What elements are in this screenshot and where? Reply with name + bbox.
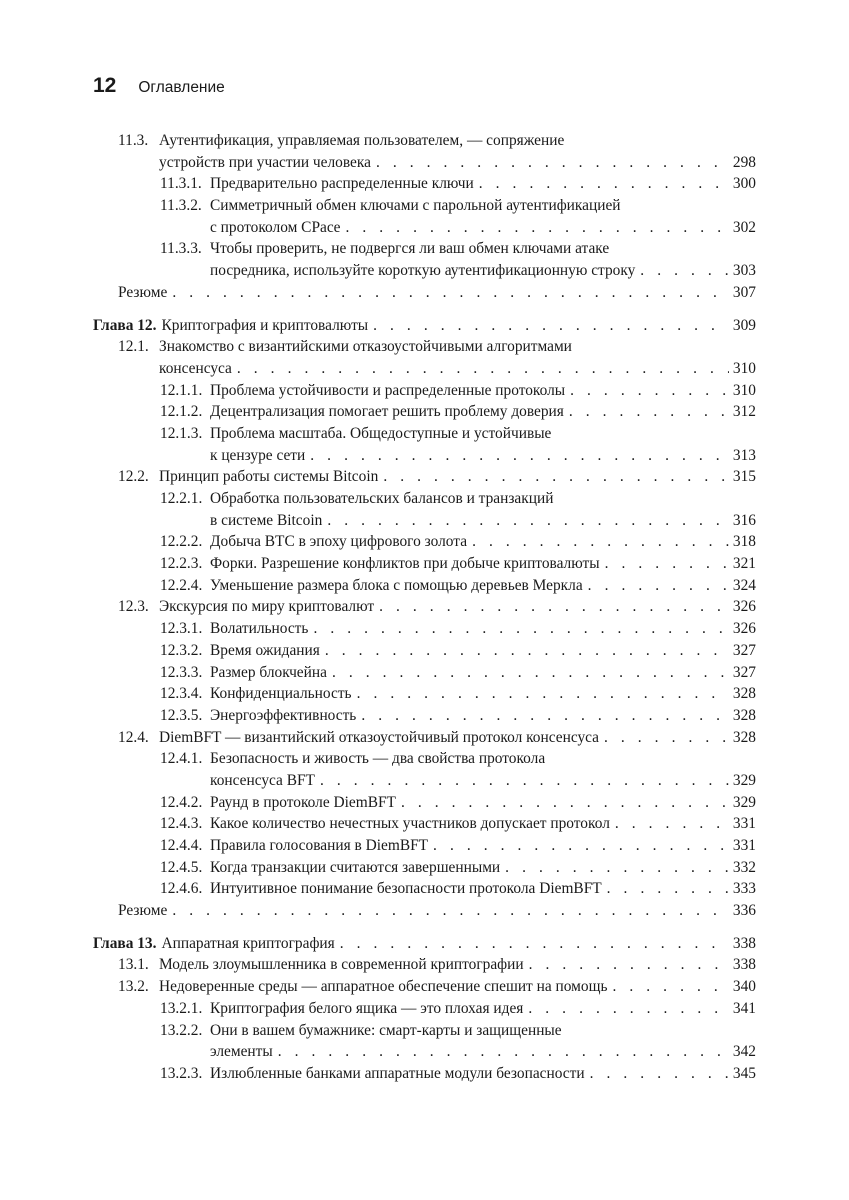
dot-leader: [325, 640, 729, 662]
toc-entry[interactable]: [93, 488, 756, 531]
toc-entry-title: Безопасность и живость — два свойства протокола: [210, 750, 546, 768]
dot-leader: [172, 282, 729, 304]
dot-leader: [529, 954, 729, 976]
toc-entry[interactable]: [93, 336, 756, 379]
dot-leader: [373, 315, 729, 337]
toc-page-number: 328: [732, 685, 756, 703]
toc-entry-number: 12.2.: [118, 468, 149, 486]
toc-entry[interactable]: [93, 683, 756, 705]
toc-entry-title: Обработка пользовательских балансов и транзакций: [210, 490, 554, 507]
toc-entry-number: 12.3.: [118, 598, 149, 616]
toc-entry-title: Криптография белого ящика — это плохая идея: [210, 999, 524, 1017]
toc-page-number: 328: [732, 728, 756, 746]
toc-page-number: 345: [732, 1064, 756, 1082]
dot-leader: [433, 835, 729, 857]
dot-leader: [528, 998, 729, 1020]
table-of-contents: [93, 130, 756, 1085]
toc-entry-number: 11.3.2.: [160, 197, 202, 215]
toc-entry-title: Экскурсия по миру криптовалют: [159, 598, 375, 616]
toc-entry-title: Аппаратная криптография: [161, 934, 335, 952]
toc-entry-number: 12.3.2.: [160, 641, 203, 659]
toc-entry[interactable]: [93, 618, 756, 640]
toc-entry[interactable]: [93, 401, 756, 423]
toc-entry-number: 13.2.1.: [160, 999, 203, 1017]
toc-entry-title: элементы: [210, 1043, 273, 1061]
toc-page-number: 338: [732, 934, 756, 952]
toc-entry-number: 11.3.1.: [160, 175, 202, 193]
toc-entry-title: Добыча BTC в эпоху цифрового золота: [210, 533, 468, 551]
toc-entry-title: Размер блокчейна: [210, 663, 327, 681]
toc-entry[interactable]: [93, 282, 756, 304]
toc-entry-number: 13.2.2.: [160, 1021, 203, 1039]
toc-entry-title: Чтобы проверить, не подвергся ли ваш обмен ключами атаке: [210, 240, 610, 258]
toc-page-number: 309: [732, 316, 756, 334]
toc-entry-number: 11.3.3.: [160, 240, 202, 258]
toc-entry[interactable]: [93, 705, 756, 727]
dot-leader: [588, 575, 729, 597]
toc-entry-title: устройств при участии человека: [159, 153, 371, 171]
toc-entry-number: 12.3.1.: [160, 620, 203, 638]
toc-entry-title: Знакомство с византийскими отказоустойчивыми алгоритмами: [159, 338, 572, 356]
toc-entry-number: 13.2.: [118, 978, 149, 996]
toc-entry-title: Недоверенные среды — аппаратное обеспечение спешит на помощь: [159, 978, 608, 996]
toc-page-number: 326: [732, 620, 756, 638]
toc-page-number: 310: [732, 381, 756, 399]
toc-entry-number: 11.3.: [118, 132, 149, 149]
dot-leader: [357, 683, 729, 705]
toc-entry[interactable]: [93, 900, 756, 922]
toc-entry-number: 12.4.1.: [160, 750, 203, 768]
toc-entry[interactable]: [93, 878, 756, 900]
dot-leader: [615, 813, 729, 835]
toc-entry[interactable]: [93, 662, 756, 684]
toc-page-number: 327: [732, 641, 756, 659]
toc-page-number: 315: [732, 468, 756, 486]
toc-entry[interactable]: [93, 954, 756, 976]
dot-leader: [472, 531, 729, 553]
toc-page-number: 331: [732, 837, 756, 854]
toc-page-number: 329: [732, 793, 756, 811]
dot-leader: [172, 900, 729, 922]
toc-page-number: 327: [732, 663, 756, 681]
toc-chapter[interactable]: [93, 315, 756, 337]
page-header: [93, 74, 225, 98]
toc-entry-title: DiemBFT — византийский отказоустойчивый протокол консенсуса: [159, 728, 599, 746]
toc-entry-number: 12.4.6.: [160, 880, 203, 898]
toc-entry-title: с протоколом CPace: [210, 218, 341, 236]
toc-page-number: 331: [732, 815, 756, 833]
toc-entry-title: Резюме: [118, 283, 168, 301]
toc-entry-title: Проблема устойчивости и распределенные протоколы: [210, 381, 566, 399]
toc-page-number: 328: [732, 706, 756, 724]
dot-leader: [383, 466, 729, 488]
toc-entry[interactable]: [93, 195, 756, 238]
toc-entry-title: посредника, используйте короткую аутентификационную строку: [210, 262, 636, 280]
dot-leader: [278, 1041, 729, 1063]
toc-entry-title: Предварительно распределенные ключи: [210, 175, 474, 193]
toc-entry-title: Проблема масштаба. Общедоступные и устойчивые: [210, 424, 552, 442]
toc-entry-title: Принцип работы системы Bitcoin: [159, 468, 379, 486]
toc-entry-title: Модель злоумышленника в современной криптографии: [159, 956, 524, 974]
toc-page-number: 336: [732, 902, 756, 920]
dot-leader: [505, 857, 729, 879]
toc-entry-number: 12.2.1.: [160, 490, 203, 507]
dot-leader: [569, 401, 729, 423]
toc-entry-title: Раунд в протоколе DiemBFT: [210, 793, 396, 811]
toc-entry[interactable]: [93, 596, 756, 618]
toc-entry[interactable]: [93, 575, 756, 597]
toc-entry-title: Криптография и криптовалюты: [161, 316, 369, 334]
toc-entry-number: 12.2.2.: [160, 533, 203, 551]
toc-entry-title: в системе Bitcoin: [210, 511, 323, 529]
dot-leader: [346, 217, 729, 239]
toc-entry-title: консенсуса BFT: [210, 771, 315, 789]
toc-page-number: 313: [732, 446, 756, 464]
dot-leader: [332, 662, 729, 684]
toc-entry-number: 12.2.3.: [160, 555, 203, 573]
toc-entry-number: 12.4.: [118, 728, 149, 746]
toc-entry[interactable]: [93, 173, 756, 195]
toc-entry-title: Правила голосования в DiemBFT: [210, 837, 429, 854]
dot-leader: [607, 878, 729, 900]
toc-page-number: 341: [732, 999, 756, 1017]
dot-leader: [361, 705, 729, 727]
toc-page-number: 340: [732, 978, 756, 996]
toc-entry-number: Глава 12.: [93, 316, 157, 334]
toc-entry-title: Излюбленные банками аппаратные модули безопасности: [210, 1064, 585, 1082]
toc-entry-number: 13.1.: [118, 956, 149, 974]
toc-entry-number: 12.4.3.: [160, 815, 203, 833]
toc-entry[interactable]: [93, 640, 756, 662]
toc-entry-number: 12.3.4.: [160, 685, 203, 703]
toc-entry[interactable]: [93, 238, 756, 281]
dot-leader: [379, 596, 729, 618]
toc-entry-title: к цензуре сети: [210, 446, 306, 464]
toc-entry-number: 12.1.3.: [160, 424, 203, 442]
dot-leader: [604, 727, 729, 749]
toc-entry-title: консенсуса: [159, 359, 232, 377]
toc-page-number: 312: [732, 403, 756, 421]
toc-entry[interactable]: [93, 813, 756, 835]
toc-entry[interactable]: [93, 792, 756, 814]
toc-entry[interactable]: [93, 998, 756, 1020]
toc-page-number: 318: [732, 533, 756, 551]
toc-page-number: 300: [732, 175, 756, 193]
dot-leader: [237, 358, 729, 380]
dot-leader: [320, 770, 729, 792]
toc-entry-number: Глава 13.: [93, 934, 157, 952]
toc-entry-title: Когда транзакции считаются завершенными: [210, 858, 501, 876]
toc-entry-number: 12.4.2.: [160, 793, 203, 811]
toc-entry-number: 12.2.4.: [160, 576, 203, 594]
toc-entry-title: Аутентификация, управляемая пользователем, — сопряжение: [159, 132, 565, 149]
dot-leader: [313, 618, 728, 640]
dot-leader: [340, 933, 729, 955]
toc-page-number: 332: [732, 858, 756, 876]
toc-entry[interactable]: [93, 130, 756, 173]
toc-page-number: 326: [732, 598, 756, 616]
dot-leader: [640, 260, 729, 282]
toc-entry[interactable]: [93, 835, 756, 857]
toc-entry[interactable]: [93, 727, 756, 749]
toc-page-number: 302: [732, 218, 756, 236]
toc-entry-title: Конфиденциальность: [210, 685, 352, 703]
dot-leader: [401, 792, 729, 814]
toc-page-number: 342: [732, 1043, 756, 1061]
toc-entry-number: 13.2.3.: [160, 1064, 203, 1082]
toc-entry-number: 12.4.5.: [160, 858, 203, 876]
toc-page-number: 329: [732, 771, 756, 789]
toc-page-number: 298: [732, 153, 756, 171]
toc-entry[interactable]: [93, 748, 756, 791]
toc-entry-title: Энергоэффективность: [210, 706, 357, 724]
toc-entry[interactable]: [93, 466, 756, 488]
toc-entry-number: 12.4.4.: [160, 837, 203, 854]
toc-page-number: 324: [732, 576, 756, 594]
toc-entry[interactable]: [93, 553, 756, 575]
toc-page-number: 321: [732, 555, 756, 573]
toc-entry-title: Волатильность: [210, 620, 309, 638]
toc-entry[interactable]: [93, 531, 756, 553]
toc-page-number: 307: [732, 283, 756, 301]
dot-leader: [310, 445, 729, 467]
toc-entry-title: Какое количество нечестных участников допускает протокол: [210, 815, 610, 833]
toc-entry-number: 12.1.2.: [160, 403, 203, 421]
toc-page-number: 303: [732, 262, 756, 280]
toc-entry[interactable]: [93, 1020, 756, 1063]
toc-entry-number: 12.1.1.: [160, 381, 203, 399]
toc-page-number: 316: [732, 511, 756, 529]
toc-page-number: 310: [732, 359, 756, 377]
running-title: Оглавление: [138, 79, 225, 96]
toc-entry[interactable]: [93, 857, 756, 879]
toc-entry-title: Форки. Разрешение конфликтов при добыче криптовалюты: [210, 555, 600, 573]
toc-entry-title: Уменьшение размера блока с помощью деревьев Меркла: [210, 576, 583, 594]
toc-page-number: 338: [732, 956, 756, 974]
dot-leader: [479, 173, 729, 195]
toc-entry[interactable]: [93, 423, 756, 466]
dot-leader: [376, 152, 729, 174]
toc-entry[interactable]: [93, 380, 756, 402]
toc-entry[interactable]: [93, 976, 756, 998]
toc-entry-title: Децентрализация помогает решить проблему доверия: [210, 403, 564, 421]
dot-leader: [590, 1063, 729, 1085]
toc-entry[interactable]: [93, 1063, 756, 1085]
toc-entry-number: 12.3.3.: [160, 663, 203, 681]
toc-page-number: 333: [732, 880, 756, 898]
page-number: 12: [93, 74, 117, 97]
dot-leader: [612, 976, 728, 998]
toc-entry-title: Время ожидания: [210, 641, 320, 659]
toc-chapter[interactable]: [93, 933, 756, 955]
toc-entry-number: 12.1.: [118, 338, 149, 356]
toc-entry-title: Симметричный обмен ключами с парольной аутентификацией: [210, 197, 621, 215]
toc-entry-number: 12.3.5.: [160, 706, 203, 724]
dot-leader: [327, 510, 729, 532]
toc-entry-title: Интуитивное понимание безопасности протокола DiemBFT: [210, 880, 602, 898]
dot-leader: [570, 380, 729, 402]
dot-leader: [605, 553, 729, 575]
toc-entry-title: Они в вашем бумажнике: смарт-карты и защищенные: [210, 1021, 562, 1039]
toc-entry-title: Резюме: [118, 902, 168, 920]
